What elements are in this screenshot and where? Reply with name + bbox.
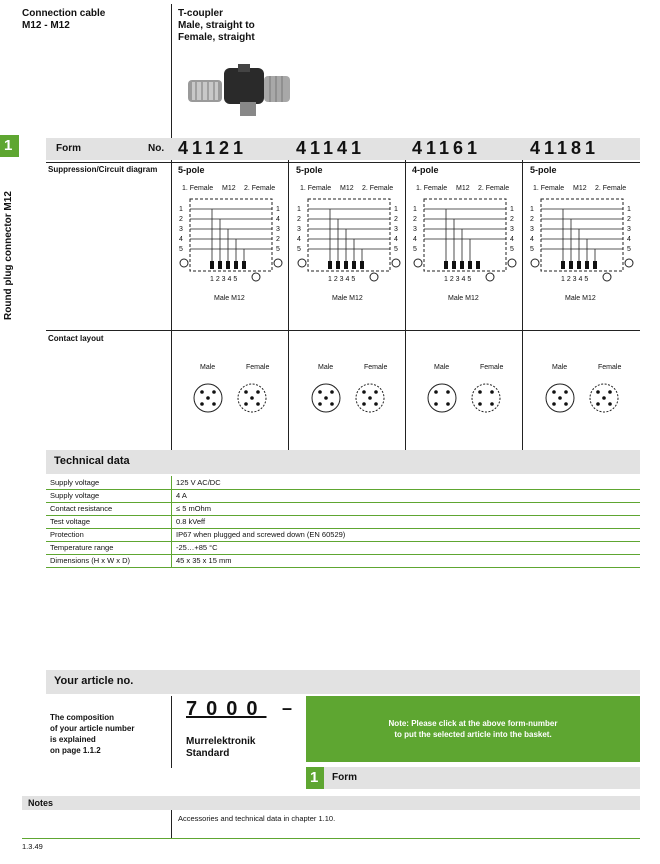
diagram-label-m12: M12 [573, 185, 587, 192]
male-label: Male [200, 364, 216, 371]
section-vertical-label: Round plug connector M12 [3, 191, 14, 320]
tech-row [46, 476, 640, 490]
svg-text:2: 2 [179, 216, 183, 223]
svg-text:4: 4 [530, 236, 534, 243]
pin-layout-graphic [180, 376, 280, 418]
female-label: Female [246, 364, 270, 371]
diagram-label-male: Male M12 [214, 295, 245, 302]
svg-text:1: 1 [413, 206, 417, 213]
diagram-label-female-1: 1. Female [533, 185, 565, 192]
section-tab [0, 135, 19, 157]
svg-text:3: 3 [276, 226, 280, 233]
svg-text:2: 2 [297, 216, 301, 223]
svg-text:1 2 3 4 5: 1 2 3 4 5 [210, 276, 238, 283]
cable-title [22, 8, 105, 32]
note-line1: Note: Please click at the above form-number [388, 719, 558, 728]
diagram-label-m12: M12 [340, 185, 354, 192]
svg-text:2: 2 [627, 216, 631, 223]
svg-text:3: 3 [179, 226, 183, 233]
pole-count-3: 4-pole [412, 165, 439, 175]
tech-value: -25…+85 °C [176, 543, 218, 552]
svg-text:1 2 3 4 5: 1 2 3 4 5 [561, 276, 589, 283]
svg-text:1 2 3 4 5: 1 2 3 4 5 [444, 276, 472, 283]
svg-text:3: 3 [627, 226, 631, 233]
pole-count-2: 5-pole [296, 165, 323, 175]
svg-text:3: 3 [413, 226, 417, 233]
svg-text:1: 1 [510, 206, 514, 213]
svg-text:5: 5 [413, 246, 417, 253]
svg-text:5: 5 [276, 246, 280, 253]
diagram-label-female-2: 2. Female [362, 185, 394, 192]
circuit-schematic [527, 195, 637, 295]
tech-row [46, 502, 640, 516]
tech-row [46, 528, 640, 542]
article-heading: Your article no. [54, 675, 134, 687]
brand-line1: Murrelektronik [186, 736, 256, 747]
diagram-label-female-1: 1. Female [416, 185, 448, 192]
svg-text:1: 1 [179, 206, 183, 213]
section-number: 1 [4, 137, 13, 154]
contact-layout-pair [180, 364, 280, 419]
male-label: Male [552, 364, 568, 371]
form-label: Form [56, 143, 81, 154]
female-label: Female [364, 364, 388, 371]
form-label-band [324, 767, 640, 789]
composition-text [50, 712, 134, 756]
circuit-diagram [176, 183, 286, 308]
note-box [306, 696, 640, 762]
contact-layout-pair [414, 364, 514, 419]
contact-layout-label: Contact layout [48, 334, 104, 343]
no-label: No. [148, 143, 165, 154]
svg-text:4: 4 [510, 236, 514, 243]
svg-text:3: 3 [394, 226, 398, 233]
tech-label: Contact resistance [50, 504, 113, 513]
product-title-line2: Male, straight to [178, 20, 255, 31]
pole-count-4: 5-pole [530, 165, 557, 175]
tech-label: Supply voltage [50, 491, 100, 500]
svg-text:2: 2 [276, 236, 280, 243]
tech-row [46, 489, 640, 503]
tech-value: 45 x 35 x 15 mm [176, 556, 232, 565]
diagram-label-m12: M12 [456, 185, 470, 192]
circuit-diagram [294, 183, 404, 308]
notes-band [22, 796, 640, 810]
svg-text:2: 2 [394, 216, 398, 223]
svg-text:3: 3 [297, 226, 301, 233]
svg-text:1: 1 [627, 206, 631, 213]
pin-layout-graphic [414, 376, 514, 418]
svg-text:5: 5 [179, 246, 183, 253]
tech-row [46, 515, 640, 529]
diagram-label-male: Male M12 [565, 295, 596, 302]
notes-heading: Notes [28, 798, 54, 808]
cable-title-line2: M12 - M12 [22, 20, 70, 31]
svg-text:1: 1 [530, 206, 534, 213]
brand-line2: Standard [186, 748, 230, 759]
tech-label: Protection [50, 530, 84, 539]
tech-value: IP67 when plugged and screwed down (EN 60529) [176, 530, 346, 539]
female-label: Female [598, 364, 622, 371]
composition-line: is explained [50, 735, 96, 744]
tech-label: Dimensions (H x W x D) [50, 556, 131, 565]
composition-line: on page 1.1.2 [50, 746, 101, 755]
article-number-41181[interactable]: 41181 [530, 138, 600, 158]
article-number-41121[interactable]: 41121 [178, 138, 248, 158]
article-number-41161[interactable]: 41161 [412, 138, 482, 158]
note-text [306, 718, 640, 740]
cable-title-line1: Connection cable [22, 8, 106, 19]
svg-text:4: 4 [413, 236, 417, 243]
diagram-label-male: Male M12 [448, 295, 479, 302]
svg-text:5: 5 [297, 246, 301, 253]
note-line2: to put the selected article into the basket. [394, 730, 552, 739]
circuit-diagram [527, 183, 637, 308]
svg-text:1: 1 [394, 206, 398, 213]
product-title [178, 8, 255, 44]
svg-text:5: 5 [510, 246, 514, 253]
pin-layout-graphic [298, 376, 398, 418]
svg-text:2: 2 [530, 216, 534, 223]
composition-line: The composition [50, 713, 114, 722]
contact-layout-pair [532, 364, 632, 419]
notes-text: Accessories and technical data in chapter 1.10. [178, 814, 336, 823]
tech-value: ≤ 5 mOhm [176, 504, 211, 513]
tech-value: 125 V AC/DC [176, 478, 221, 487]
article-dash: – [282, 698, 293, 718]
tech-label: Supply voltage [50, 478, 100, 487]
page-number: 1.3.49 [22, 842, 43, 851]
diagram-label-m12: M12 [222, 185, 236, 192]
svg-text:2: 2 [510, 216, 514, 223]
brand-text [186, 736, 255, 760]
svg-text:4: 4 [627, 236, 631, 243]
svg-text:5: 5 [394, 246, 398, 253]
svg-text:4: 4 [276, 216, 280, 223]
svg-text:1 2 3 4 5: 1 2 3 4 5 [328, 276, 356, 283]
composition-line: of your article number [50, 724, 135, 733]
technical-data-band [46, 450, 640, 474]
circuit-diagram [410, 183, 520, 308]
svg-text:4: 4 [394, 236, 398, 243]
form-number-button[interactable] [306, 767, 324, 789]
article-band [46, 670, 640, 694]
male-label: Male [318, 364, 334, 371]
svg-text:1: 1 [276, 206, 280, 213]
svg-text:3: 3 [510, 226, 514, 233]
tech-row [46, 554, 640, 568]
svg-text:4: 4 [297, 236, 301, 243]
circuit-schematic [294, 195, 404, 295]
svg-text:3: 3 [530, 226, 534, 233]
tech-row [46, 541, 640, 555]
svg-text:2: 2 [413, 216, 417, 223]
technical-data-heading: Technical data [54, 455, 130, 467]
svg-text:4: 4 [179, 236, 183, 243]
diagram-label-female-2: 2. Female [244, 185, 276, 192]
diagram-label-male: Male M12 [332, 295, 363, 302]
article-prefix-digits: 7000 [186, 698, 267, 720]
diagram-label-female-2: 2. Female [595, 185, 627, 192]
diagram-label-female-2: 2. Female [478, 185, 510, 192]
article-form-label: Form [332, 772, 357, 783]
article-number-41141[interactable]: 41141 [296, 138, 366, 158]
product-title-line1: T-coupler [178, 8, 224, 19]
circuit-schematic [176, 195, 286, 295]
tech-value: 4 A [176, 491, 187, 500]
svg-text:5: 5 [530, 246, 534, 253]
circuit-schematic [410, 195, 520, 295]
t-coupler-photo [186, 62, 296, 122]
contact-layout-pair [298, 364, 398, 419]
pole-count-1: 5-pole [178, 165, 205, 175]
tech-value: 0.8 kVeff [176, 517, 206, 526]
diagram-label-female-1: 1. Female [300, 185, 332, 192]
tech-label: Temperature range [50, 543, 114, 552]
form-number[interactable]: 1 [310, 769, 319, 786]
male-label: Male [434, 364, 450, 371]
pin-layout-graphic [532, 376, 632, 418]
svg-text:5: 5 [627, 246, 631, 253]
suppression-label: Suppression/Circuit diagram [48, 165, 158, 174]
diagram-label-female-1: 1. Female [182, 185, 214, 192]
product-title-line3: Female, straight [178, 32, 255, 43]
svg-text:1: 1 [297, 206, 301, 213]
tech-label: Test voltage [50, 517, 91, 526]
female-label: Female [480, 364, 504, 371]
